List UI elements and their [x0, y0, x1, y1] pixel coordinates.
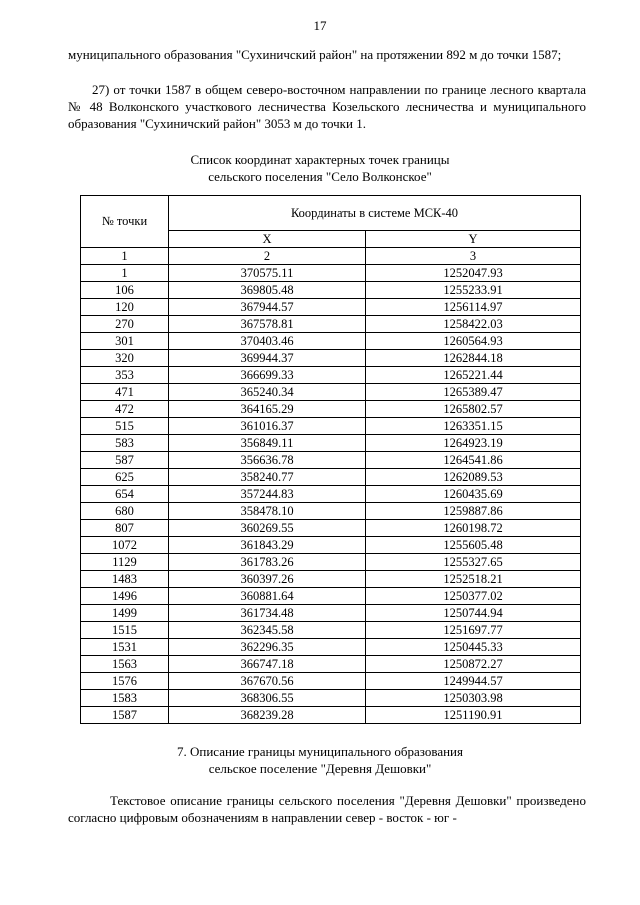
cell-y: 1259887.86: [366, 503, 581, 520]
cell-point-number: 1499: [81, 605, 169, 622]
cell-y: 1262844.18: [366, 350, 581, 367]
table-row: [81, 333, 581, 350]
table-row: [81, 299, 581, 316]
cell-y: 1250445.33: [366, 639, 581, 656]
cell-y: 1255327.65: [366, 554, 581, 571]
cell-x: 369944.37: [169, 350, 366, 367]
cell-x: 370403.46: [169, 333, 366, 350]
table-row: [81, 350, 581, 367]
table-row: [81, 588, 581, 605]
cell-point-number: 587: [81, 452, 169, 469]
cell-point-number: 807: [81, 520, 169, 537]
header-coordinates: Координаты в системе МСК-40: [169, 196, 581, 231]
coordinates-table: [80, 195, 581, 724]
table-row: [81, 486, 581, 503]
cell-point-number: 270: [81, 316, 169, 333]
cell-x: 365240.34: [169, 384, 366, 401]
cell-point-number: 1072: [81, 537, 169, 554]
table-row: [81, 656, 581, 673]
cell-point-number: 353: [81, 367, 169, 384]
cell-y: 1262089.53: [366, 469, 581, 486]
column-number-3: 3: [366, 248, 581, 265]
cell-point-number: 680: [81, 503, 169, 520]
header-x: X: [169, 231, 366, 248]
cell-y: 1265221.44: [366, 367, 581, 384]
table-row: [81, 469, 581, 486]
cell-y: 1251190.91: [366, 707, 581, 724]
cell-point-number: 1515: [81, 622, 169, 639]
cell-x: 368306.55: [169, 690, 366, 707]
cell-point-number: 625: [81, 469, 169, 486]
cell-x: 358240.77: [169, 469, 366, 486]
cell-x: 370575.11: [169, 265, 366, 282]
cell-y: 1260435.69: [366, 486, 581, 503]
cell-x: 361734.48: [169, 605, 366, 622]
table-row: [81, 384, 581, 401]
section-7-title-line1: 7. Описание границы муниципального образования: [177, 744, 463, 759]
cell-x: 369805.48: [169, 282, 366, 299]
cell-y: 1265802.57: [366, 401, 581, 418]
table-row: [81, 639, 581, 656]
table-row: [81, 537, 581, 554]
table-row: [81, 435, 581, 452]
section-7-title: [0, 743, 640, 777]
cell-point-number: 1587: [81, 707, 169, 724]
column-number-2: 2: [169, 248, 366, 265]
cell-y: 1251697.77: [366, 622, 581, 639]
cell-x: 356849.11: [169, 435, 366, 452]
cell-y: 1250872.27: [366, 656, 581, 673]
cell-x: 361843.29: [169, 537, 366, 554]
cell-x: 360881.64: [169, 588, 366, 605]
cell-y: 1264541.86: [366, 452, 581, 469]
table-row: [81, 571, 581, 588]
table-row: [81, 401, 581, 418]
cell-point-number: 120: [81, 299, 169, 316]
cell-x: 367670.56: [169, 673, 366, 690]
cell-point-number: 1129: [81, 554, 169, 571]
cell-point-number: 1583: [81, 690, 169, 707]
section-7-text: Текстовое описание границы сельского поселения "Деревня Дешовки" произведено согласно цифровым обозначениям в направлении север - восток - юг -: [68, 793, 586, 825]
cell-point-number: 301: [81, 333, 169, 350]
cell-x: 362345.58: [169, 622, 366, 639]
table-row: [81, 690, 581, 707]
cell-x: 364165.29: [169, 401, 366, 418]
cell-x: 366747.18: [169, 656, 366, 673]
table-row: [81, 316, 581, 333]
cell-point-number: 1: [81, 265, 169, 282]
cell-y: 1255605.48: [366, 537, 581, 554]
cell-point-number: 654: [81, 486, 169, 503]
table-row: [81, 503, 581, 520]
section-7-title-line2: сельское поселение "Деревня Дешовки": [208, 761, 432, 776]
table-row: [81, 367, 581, 384]
cell-x: 358478.10: [169, 503, 366, 520]
cell-y: 1255233.91: [366, 282, 581, 299]
table-row: [81, 707, 581, 724]
cell-point-number: 472: [81, 401, 169, 418]
cell-x: 360397.26: [169, 571, 366, 588]
cell-y: 1264923.19: [366, 435, 581, 452]
paragraph-continuation: муниципального образования "Сухиничский район" на протяжении 892 м до точки 1587;: [68, 47, 562, 62]
cell-point-number: 1563: [81, 656, 169, 673]
cell-y: 1252047.93: [366, 265, 581, 282]
cell-point-number: 1483: [81, 571, 169, 588]
cell-x: 356636.78: [169, 452, 366, 469]
table-row: [81, 452, 581, 469]
cell-y: 1250377.02: [366, 588, 581, 605]
cell-y: 1265389.47: [366, 384, 581, 401]
cell-x: 367944.57: [169, 299, 366, 316]
cell-point-number: 515: [81, 418, 169, 435]
cell-y: 1260564.93: [366, 333, 581, 350]
cell-x: 360269.55: [169, 520, 366, 537]
cell-x: 367578.81: [169, 316, 366, 333]
cell-y: 1250744.94: [366, 605, 581, 622]
page-number: 17: [313, 18, 327, 33]
cell-y: 1256114.97: [366, 299, 581, 316]
cell-x: 368239.28: [169, 707, 366, 724]
table-caption: [0, 151, 640, 185]
table-caption-line1: Список координат характерных точек границы: [190, 152, 450, 167]
cell-y: 1249944.57: [366, 673, 581, 690]
table-caption-line2: сельского поселения "Село Волконское": [208, 169, 432, 184]
cell-x: 361783.26: [169, 554, 366, 571]
cell-y: 1250303.98: [366, 690, 581, 707]
table-row: [81, 520, 581, 537]
cell-point-number: 106: [81, 282, 169, 299]
cell-y: 1252518.21: [366, 571, 581, 588]
coordinates-table-body: [81, 265, 581, 724]
column-number-1: 1: [81, 248, 169, 265]
header-y: Y: [366, 231, 581, 248]
table-row: [81, 622, 581, 639]
table-row: [81, 554, 581, 571]
table-row: [81, 605, 581, 622]
header-point-number: № точки: [81, 196, 169, 248]
cell-x: 357244.83: [169, 486, 366, 503]
cell-y: 1260198.72: [366, 520, 581, 537]
cell-point-number: 1496: [81, 588, 169, 605]
table-row: [81, 673, 581, 690]
cell-point-number: 1576: [81, 673, 169, 690]
cell-x: 366699.33: [169, 367, 366, 384]
cell-y: 1263351.15: [366, 418, 581, 435]
cell-point-number: 1531: [81, 639, 169, 656]
table-row: [81, 265, 581, 282]
cell-point-number: 320: [81, 350, 169, 367]
cell-point-number: 583: [81, 435, 169, 452]
cell-x: 361016.37: [169, 418, 366, 435]
cell-x: 362296.35: [169, 639, 366, 656]
cell-point-number: 471: [81, 384, 169, 401]
cell-y: 1258422.03: [366, 316, 581, 333]
paragraph-item-27: 27) от точки 1587 в общем северо-восточном направлении по границе лесного квартала № 48 Волконского участкового лесничества Козельского лесничества и муниципального образования "Сухиничский район" 3053 м до точки 1.: [68, 82, 586, 131]
table-row: [81, 282, 581, 299]
table-row: [81, 418, 581, 435]
